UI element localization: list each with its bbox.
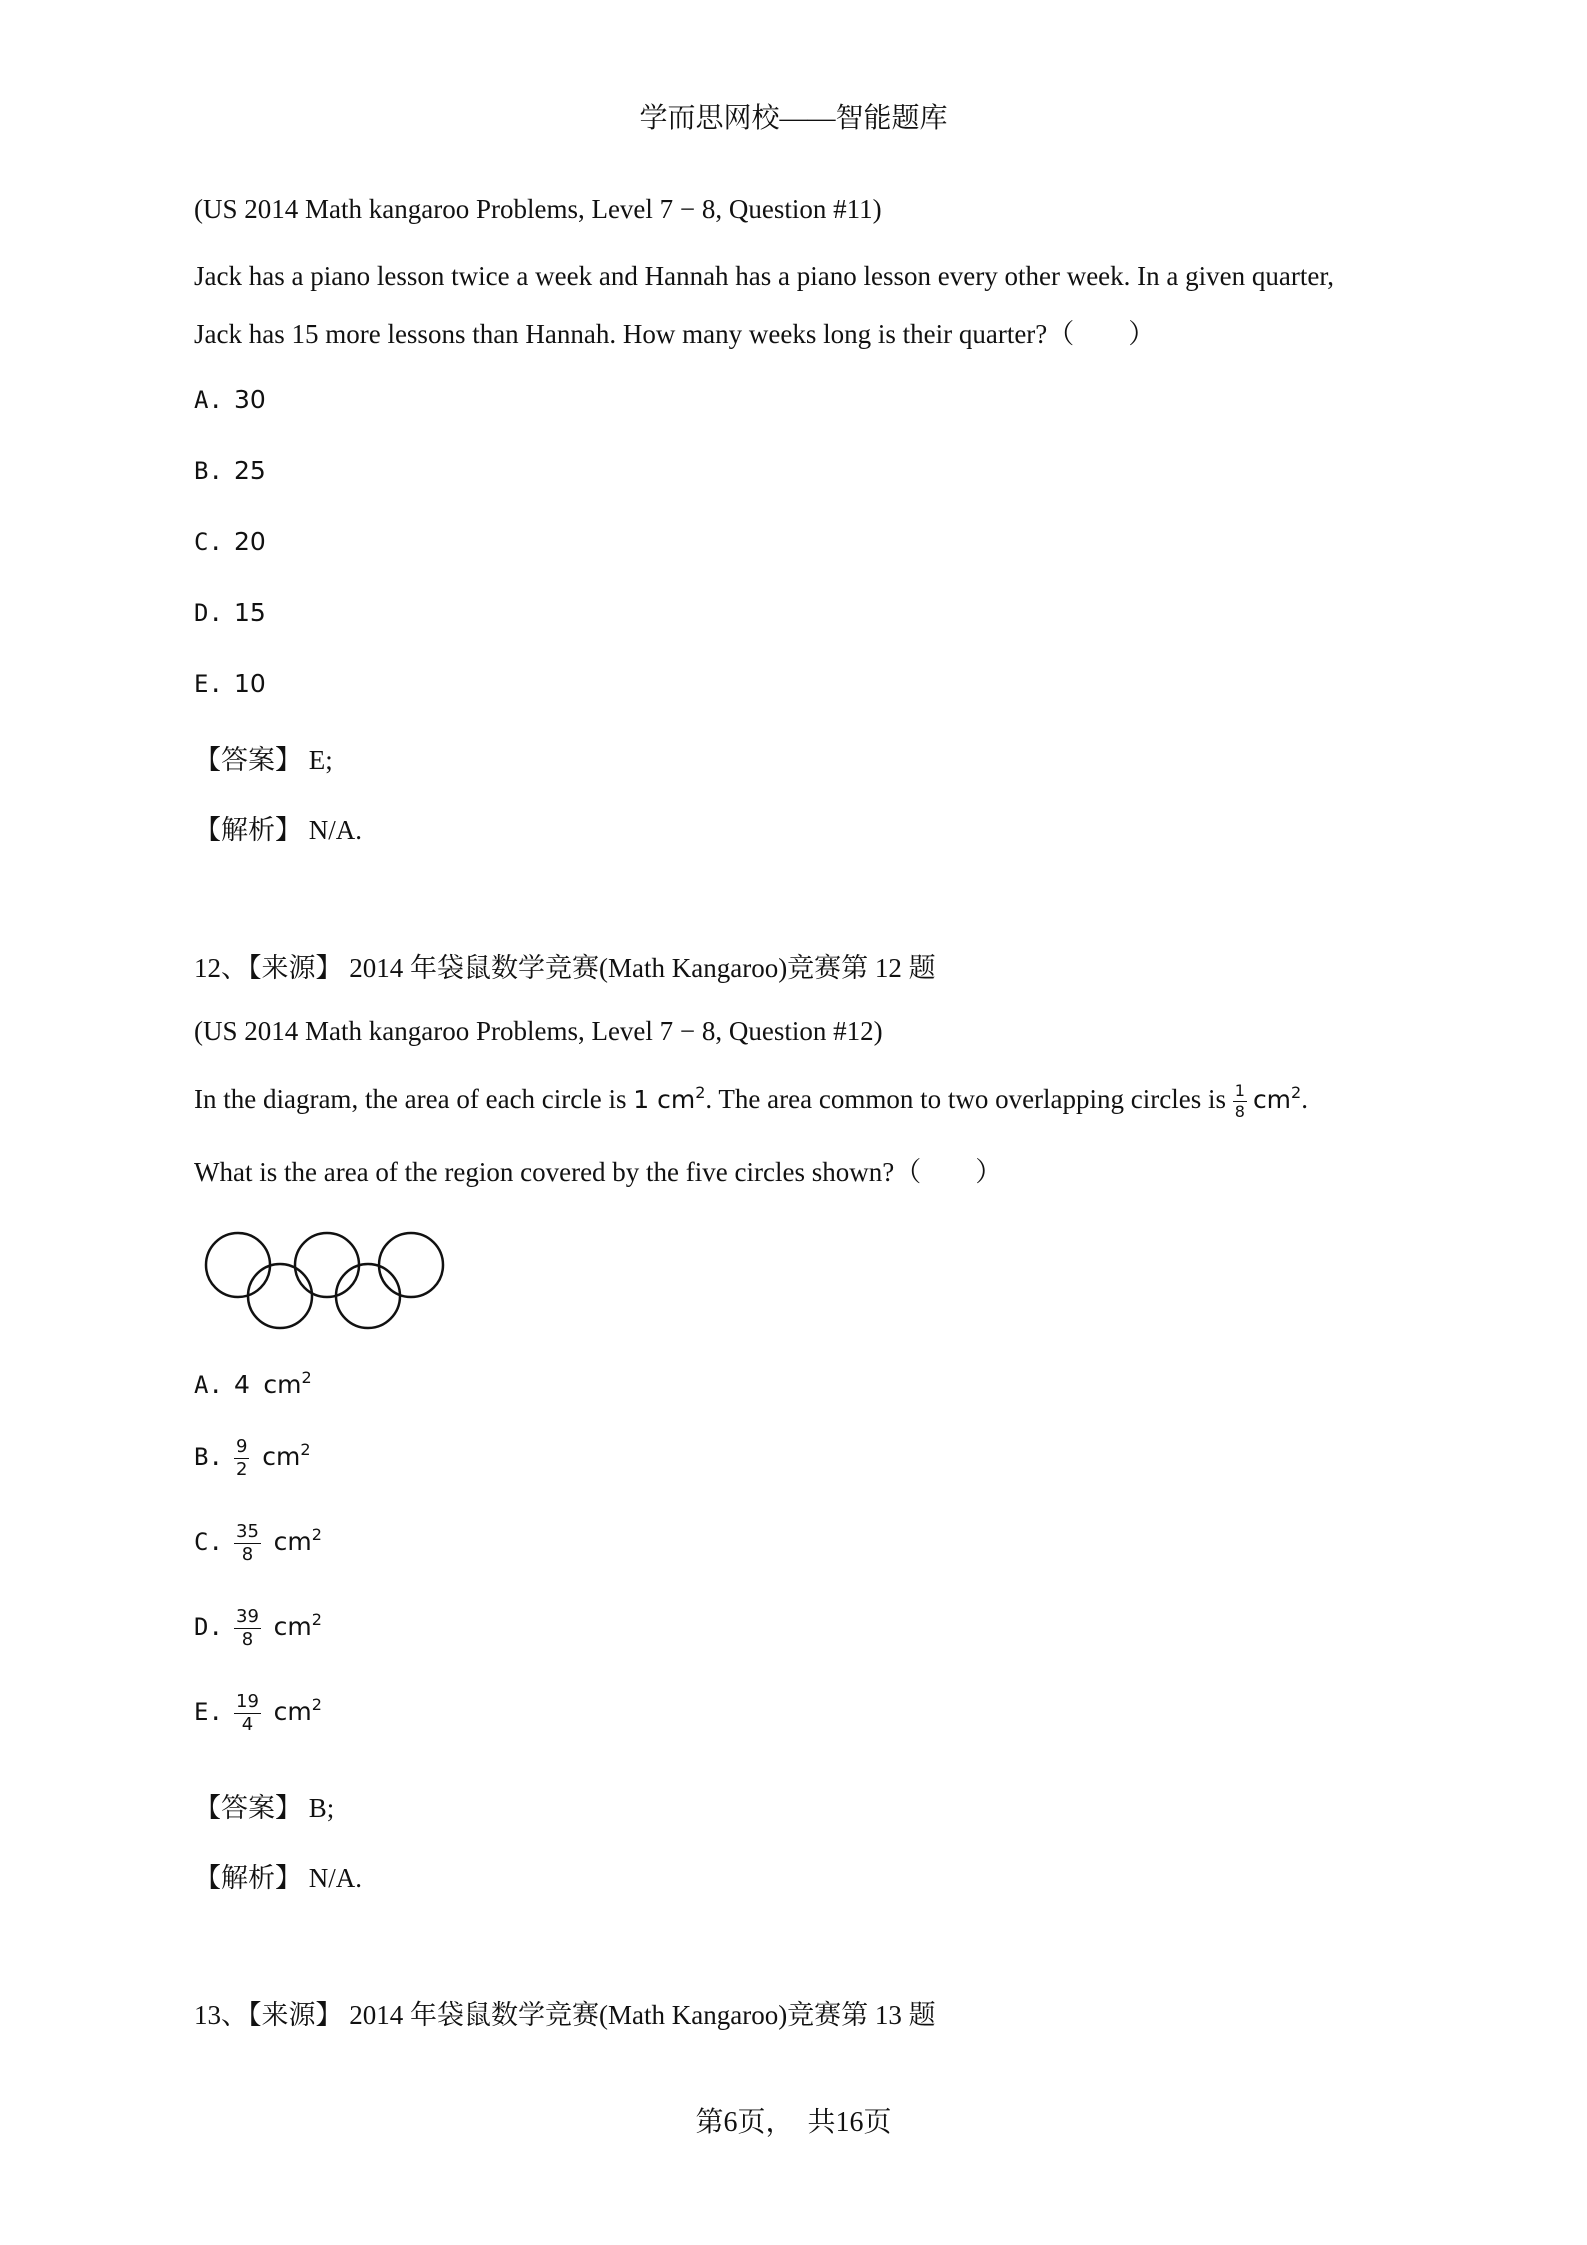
- q12-circle-area: 1 $cm^2$: [633, 1083, 706, 1114]
- q12-answer: [194, 1786, 334, 1825]
- option-letter: D.: [194, 1612, 223, 1641]
- option-letter: E.: [194, 1697, 223, 1726]
- source-label: 【来源】: [248, 953, 343, 983]
- option-letter: D.: [194, 599, 223, 627]
- q11-option-e: [194, 668, 266, 699]
- q12-text-part3: .: [1301, 1084, 1308, 1114]
- circle-4: [336, 1264, 400, 1328]
- question-number: 12、: [194, 953, 248, 983]
- option-unit: $cm^2$: [262, 1439, 311, 1471]
- answer-value: E;: [308, 745, 333, 775]
- page-header-title: 学而思网校——智能题库: [639, 103, 948, 134]
- option-unit: $cm^2$: [263, 1368, 312, 1399]
- option-fraction: $\frac{19}{4}$: [236, 1691, 259, 1735]
- q11-answer: [194, 738, 333, 777]
- q11-text-line2: Jack has 15 more lessons than Hannah. How many weeks long is their quarter?（ ）: [194, 319, 1156, 349]
- source-label: 【来源】: [248, 2000, 343, 2030]
- q12-option-a: [194, 1368, 312, 1400]
- option-letter: C.: [194, 528, 223, 556]
- option-fraction: $\frac{39}{8}$: [236, 1606, 259, 1650]
- option-fraction: $\frac{35}{8}$: [236, 1521, 259, 1565]
- option-value: 25: [234, 456, 266, 485]
- q12-text-line2: What is the area of the region covered by the five circles shown?（ ）: [194, 1157, 1003, 1187]
- q12-source-line: (US 2014 Math kangaroo Problems, Level 7 − 8, Question #12): [194, 1016, 883, 1046]
- answer-label: 【答案】: [194, 1793, 302, 1823]
- q12-option-e: [194, 1693, 322, 1734]
- option-whole: 4: [234, 1370, 250, 1399]
- analysis-value: N/A.: [308, 1863, 362, 1893]
- source-text: 2014 年袋鼠数学竞赛(Math Kangaroo)竞赛第 13 题: [349, 2000, 936, 2030]
- q12-option-d: [194, 1608, 322, 1649]
- option-value: 20: [234, 527, 266, 556]
- option-unit: $cm^2$: [273, 1694, 322, 1726]
- q12-heading: [194, 946, 936, 985]
- q11-option-d: [194, 597, 266, 628]
- option-value: 15: [234, 598, 266, 627]
- five-circles-diagram: [195, 1222, 455, 1332]
- q11-option-c: [194, 526, 266, 557]
- option-letter: E.: [194, 670, 223, 698]
- analysis-label: 【解析】: [194, 815, 302, 845]
- analysis-value: N/A.: [308, 815, 362, 845]
- q12-overlap-fraction: $\frac{1}{8}$: [1234, 1081, 1245, 1122]
- page-footer-number: 第6页， 共16页: [695, 2107, 892, 2138]
- q11-option-b: [194, 455, 266, 486]
- option-unit: $cm^2$: [273, 1609, 322, 1641]
- circle-3: [295, 1233, 359, 1297]
- option-letter: B.: [194, 1442, 223, 1471]
- source-text: 2014 年袋鼠数学竞赛(Math Kangaroo)竞赛第 12 题: [349, 953, 936, 983]
- q11-text-line1: Jack has a piano lesson twice a week and Hannah has a piano lesson every other week. In a given quarter,: [194, 261, 1334, 291]
- q12-option-b: [194, 1438, 311, 1479]
- q11-option-a: [194, 384, 266, 415]
- circle-1: [206, 1233, 270, 1297]
- q12-text-part2: . The area common to two overlapping circles is: [705, 1084, 1226, 1114]
- q12-option-c: [194, 1523, 322, 1564]
- q12-text-line1: [194, 1083, 1308, 1120]
- answer-value: B;: [308, 1793, 335, 1823]
- circle-5: [379, 1233, 443, 1297]
- question-number: 13、: [194, 2000, 248, 2030]
- option-unit: $cm^2$: [273, 1524, 322, 1556]
- option-letter: A.: [194, 1371, 223, 1399]
- analysis-label: 【解析】: [194, 1863, 302, 1893]
- q12-text-part1: In the diagram, the area of each circle is: [194, 1084, 627, 1114]
- option-letter: B.: [194, 457, 223, 485]
- circle-2: [248, 1264, 312, 1328]
- option-value: 10: [234, 669, 266, 698]
- q12-analysis: [194, 1856, 362, 1895]
- option-fraction: $\frac{9}{2}$: [236, 1436, 248, 1480]
- option-value: 30: [234, 385, 266, 414]
- q12-overlap-unit: $cm^2$: [1252, 1083, 1302, 1114]
- answer-label: 【答案】: [194, 745, 302, 775]
- q13-heading: [194, 1993, 936, 2032]
- q11-source-line: (US 2014 Math kangaroo Problems, Level 7 − 8, Question #11): [194, 194, 882, 224]
- q11-analysis: [194, 808, 362, 847]
- option-letter: A.: [194, 386, 223, 414]
- option-letter: C.: [194, 1527, 223, 1556]
